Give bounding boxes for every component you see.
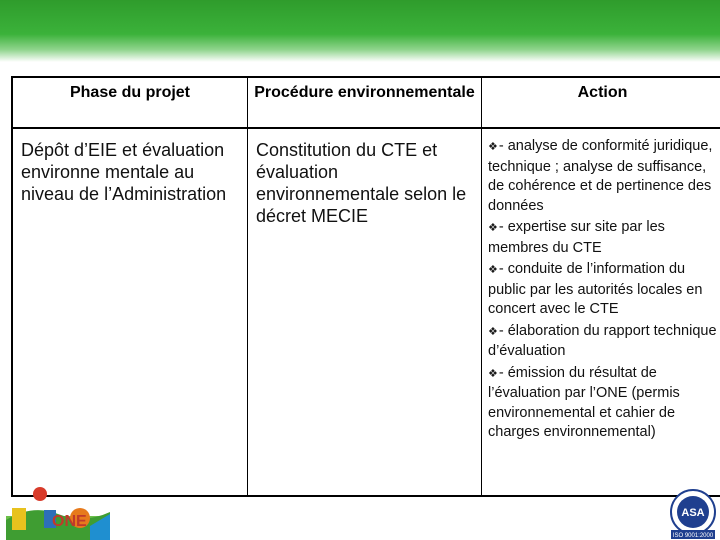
table-row [12, 128, 720, 496]
header-phase: Phase du projet [12, 77, 248, 128]
diamond-bullet-icon: ❖ [488, 141, 498, 153]
diamond-bullet-icon: ❖ [488, 264, 498, 276]
diamond-bullet-icon: ❖ [488, 325, 498, 338]
table-header-row [12, 77, 720, 128]
action-item: ❖- expertise sur site par les membres du CTE [488, 219, 665, 256]
cell-action [482, 128, 720, 496]
svg-text:ISO 9001:2000: ISO 9001:2000 [672, 533, 714, 539]
diamond-bullet-icon: ❖ [488, 222, 498, 234]
iso-certification-logo [668, 488, 718, 540]
action-item: ❖- analyse de conformité juridique, technique ; analyse de suffisance, de cohérence et de pertinence des données [488, 138, 713, 214]
one-logo [2, 484, 114, 540]
action-item: ❖- élaboration du rapport technique d’évaluation [488, 322, 717, 359]
svg-text:ASA: ASA [681, 507, 705, 519]
action-item: ❖- émission du résultat de l’évaluation par l’ONE (permis environnemental et cahier de charges environnemental) [488, 364, 680, 440]
header-procedure: Procédure environnementale [248, 77, 482, 128]
header-action: Action [482, 77, 720, 128]
cell-phase [12, 128, 248, 496]
phase-text: Dépôt d’EIE et évaluation environne mentale au niveau de l’Administration [21, 140, 227, 204]
action-item: ❖- conduite de l’information du public par les autorités locales en concert avec le CTE [488, 261, 703, 317]
diamond-bullet-icon: ❖ [488, 367, 498, 380]
action-list [482, 129, 720, 443]
svg-text:ONE: ONE [52, 513, 87, 530]
cell-procedure [248, 128, 482, 496]
procedure-text: Constitution du CTE et évaluation environnementale selon le décret MECIE [256, 140, 467, 226]
green-header-band [0, 0, 720, 62]
procedure-table [11, 76, 720, 497]
